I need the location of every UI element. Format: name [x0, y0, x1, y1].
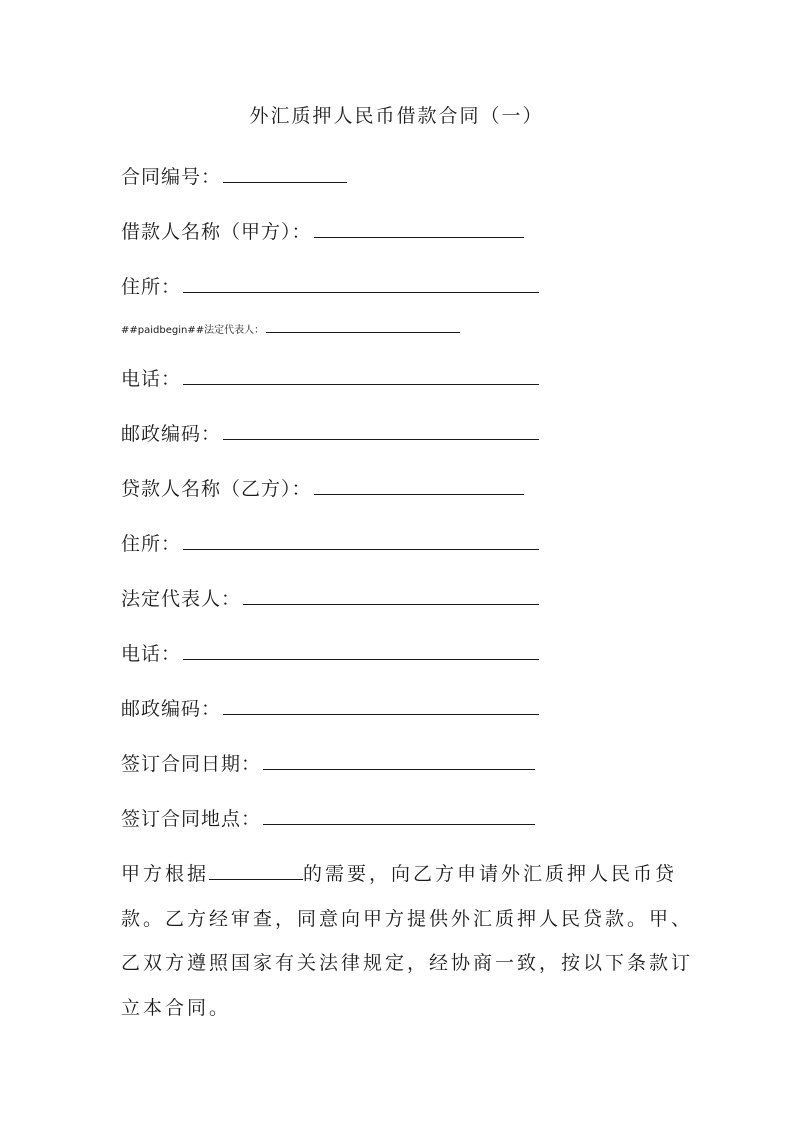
borrower-rep-label: ##paidbegin##法定代表人：: [121, 325, 265, 336]
sign-place-label: 签订合同地点：: [121, 808, 262, 830]
contract-number-field: [121, 160, 347, 191]
preamble-paragraph: [121, 852, 694, 1030]
sign-place-field: [121, 802, 535, 833]
lender-name-field: [121, 472, 524, 503]
paragraph-line-4: 立本合同。: [121, 996, 232, 1019]
borrower-phone-label: 电话：: [121, 368, 182, 390]
borrower-name-blank[interactable]: [314, 215, 524, 238]
lender-postcode-blank[interactable]: [223, 692, 539, 715]
sign-date-blank[interactable]: [263, 747, 535, 770]
sign-place-blank[interactable]: [263, 802, 535, 825]
lender-postcode-field: [121, 692, 539, 723]
borrower-phone-field: [121, 362, 539, 393]
lender-phone-field: [121, 637, 539, 668]
borrower-address-field: [121, 270, 539, 301]
paragraph-line-2: 款。乙方经审查，同意向甲方提供外汇质押人民贷款。甲、: [121, 907, 694, 930]
borrower-postcode-field: [121, 417, 539, 448]
lender-rep-label: 法定代表人：: [121, 588, 242, 610]
paragraph-line-3: 乙双方遵照国家有关法律规定，经协商一致，按以下条款订: [121, 952, 694, 974]
document-title: 外汇质押人民币借款合同（一）: [249, 105, 544, 127]
lender-address-blank[interactable]: [183, 527, 539, 550]
lender-phone-label: 电话：: [121, 643, 182, 665]
borrower-phone-blank[interactable]: [183, 362, 539, 385]
lender-name-blank[interactable]: [314, 472, 524, 495]
lender-postcode-label: 邮政编码：: [121, 698, 222, 720]
borrower-name-field: [121, 215, 524, 246]
contract-number-label: 合同编号：: [121, 166, 222, 188]
borrower-name-label: 借款人名称（甲方）：: [121, 221, 312, 243]
borrower-address-label: 住所：: [121, 276, 182, 298]
borrower-rep-blank[interactable]: [266, 320, 460, 333]
borrower-postcode-label: 邮政编码：: [121, 423, 222, 445]
paragraph-line-1: [121, 852, 681, 897]
contract-number-blank[interactable]: [223, 160, 347, 183]
sign-date-field: [121, 747, 535, 778]
lender-rep-field: [121, 582, 539, 613]
lender-name-label: 贷款人名称（乙方）：: [121, 478, 312, 500]
lender-address-label: 住所：: [121, 533, 182, 555]
borrower-postcode-blank[interactable]: [223, 417, 539, 440]
borrower-address-blank[interactable]: [183, 270, 539, 293]
paragraph-line-1-end: 的需要，向乙方申请外汇质押人民币贷: [303, 863, 678, 885]
lender-address-field: [121, 527, 539, 558]
lender-phone-blank[interactable]: [183, 637, 539, 660]
paragraph-line-1-start: 甲方根据: [121, 863, 210, 885]
borrower-rep-field: [121, 320, 460, 340]
purpose-blank[interactable]: [209, 859, 303, 880]
lender-rep-blank[interactable]: [243, 582, 539, 605]
sign-date-label: 签订合同日期：: [121, 753, 262, 775]
